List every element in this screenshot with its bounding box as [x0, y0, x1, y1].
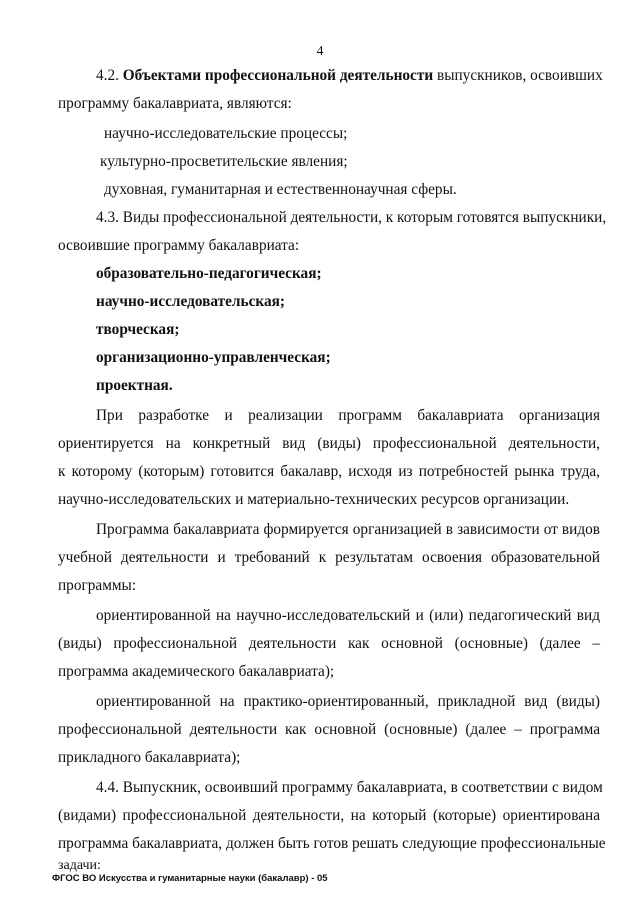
list-item: научно-исследовательские процессы;	[104, 125, 348, 142]
list-item: культурно-просветительские явления;	[100, 153, 348, 170]
section-4-2-heading	[96, 66, 603, 86]
heading-rest: выпускников, освоивших	[437, 67, 603, 84]
text-line: ориентированной на научно-исследовательский и (или) педагогический вид	[96, 607, 600, 624]
text-line: Программа бакалавриата формируется организацией в зависимости от видов	[96, 521, 600, 538]
text-line: профессиональной деятельности как основной (основные) (далее – программа	[58, 721, 600, 738]
text-line: задачи:	[58, 858, 101, 873]
text-line: программу бакалавриата, являются:	[58, 95, 292, 112]
text-line: программа бакалавриата, должен быть готов решать следующие профессиональные	[58, 835, 606, 852]
text-line: ориентируется на конкретный вид (виды) профессиональной деятельности,	[58, 435, 600, 452]
text-line: ориентированной на практико-ориентированный, прикладной вид (виды)	[96, 693, 600, 710]
activity-type: организационно-управленческая;	[96, 349, 331, 366]
text-line: к которому (которым) готовится бакалавр, исходя из потребностей рынка труда,	[58, 463, 600, 480]
activity-type: проектная.	[96, 377, 173, 394]
text-line: освоившие программу бакалавриата:	[58, 237, 300, 254]
bold-term: Объектами профессиональной деятельности	[122, 67, 434, 84]
text-line: программа академического бакалавриата);	[58, 663, 335, 680]
section-number: 4.2.	[96, 67, 119, 84]
text-line: научно-исследовательских и материально-технических ресурсов организации.	[58, 491, 570, 508]
text-line: (видами) профессиональной деятельности, на который (которые) ориентирована	[58, 807, 600, 824]
text-line: При разработке и реализации программ бакалавриата организация	[96, 407, 600, 424]
text-line: (виды) профессиональной деятельности как основной (основные) (далее –	[58, 635, 600, 652]
text-line: программы:	[58, 577, 137, 594]
section-4-3-heading: 4.3. Виды профессиональной деятельности, к которым готовятся выпускники,	[96, 209, 607, 226]
section-4-4-line: 4.4. Выпускник, освоивший программу бакалавриата, в соответствии с видом	[96, 779, 603, 796]
page-number: 4	[316, 44, 324, 59]
activity-type: творческая;	[96, 321, 180, 338]
text-line: прикладного бакалавриата);	[58, 749, 241, 766]
text-line: учебной деятельности и требований к результатам освоения образовательной	[58, 549, 600, 566]
activity-type: образовательно-педагогическая;	[96, 265, 322, 282]
list-item: духовная, гуманитарная и естественнонаучная сферы.	[104, 181, 457, 198]
page-footer: ФГОС ВО Искусства и гуманитарные науки (бакалавр) - 05	[52, 873, 328, 884]
activity-type: научно-исследовательская;	[96, 293, 285, 310]
